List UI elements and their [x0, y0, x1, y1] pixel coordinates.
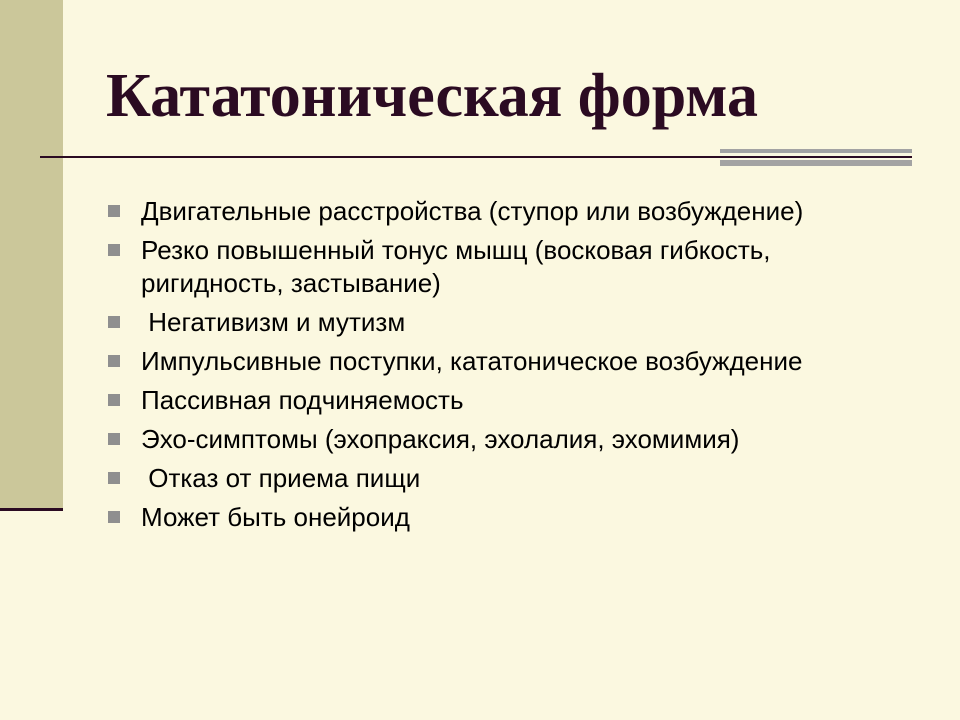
- bullet-text: Может быть онейроид: [141, 502, 410, 532]
- square-bullet-icon: [108, 205, 120, 217]
- square-bullet-icon: [108, 472, 120, 484]
- bullet-item-negativism: [106, 306, 906, 339]
- bullet-item-motor-disorders: [106, 195, 906, 228]
- slide-title: Кататоническая форма: [106, 62, 759, 130]
- bullet-item-food-refusal: [106, 462, 906, 495]
- bullet-item-oneiroid: [106, 501, 906, 534]
- bullet-text: Двигательные расстройства (ступор или возбуждение): [141, 196, 804, 226]
- title-accent-bar-bottom: [720, 160, 912, 166]
- square-bullet-icon: [108, 355, 120, 367]
- bullet-text: Негативизм и мутизм: [141, 307, 406, 337]
- bullet-text: Отказ от приема пищи: [141, 463, 421, 493]
- square-bullet-icon: [108, 316, 120, 328]
- bullet-list: [106, 195, 906, 540]
- title-divider-line: [40, 156, 912, 158]
- square-bullet-icon: [108, 394, 120, 406]
- bullet-text: Пассивная подчиняемость: [141, 385, 464, 415]
- bullet-text: Эхо-симптомы (эхопраксия, эхолалия, эхомимия): [141, 424, 740, 454]
- title-accent-bar-top: [720, 149, 912, 153]
- square-bullet-icon: [108, 511, 120, 523]
- bullet-text: Импульсивные поступки, кататоническое возбуждение: [141, 346, 803, 376]
- square-bullet-icon: [108, 433, 120, 445]
- bullet-item-echo-symptoms: [106, 423, 906, 456]
- bullet-item-muscle-tone: [106, 234, 906, 300]
- square-bullet-icon: [108, 244, 120, 256]
- left-band-underline: [0, 508, 63, 511]
- bullet-item-passive-submission: [106, 384, 906, 417]
- left-decorative-band: [0, 0, 63, 510]
- bullet-text: Резко повышенный тонус мышц (восковая гибкость, ригидность, застывание): [141, 235, 771, 298]
- bullet-item-impulsive-acts: [106, 345, 906, 378]
